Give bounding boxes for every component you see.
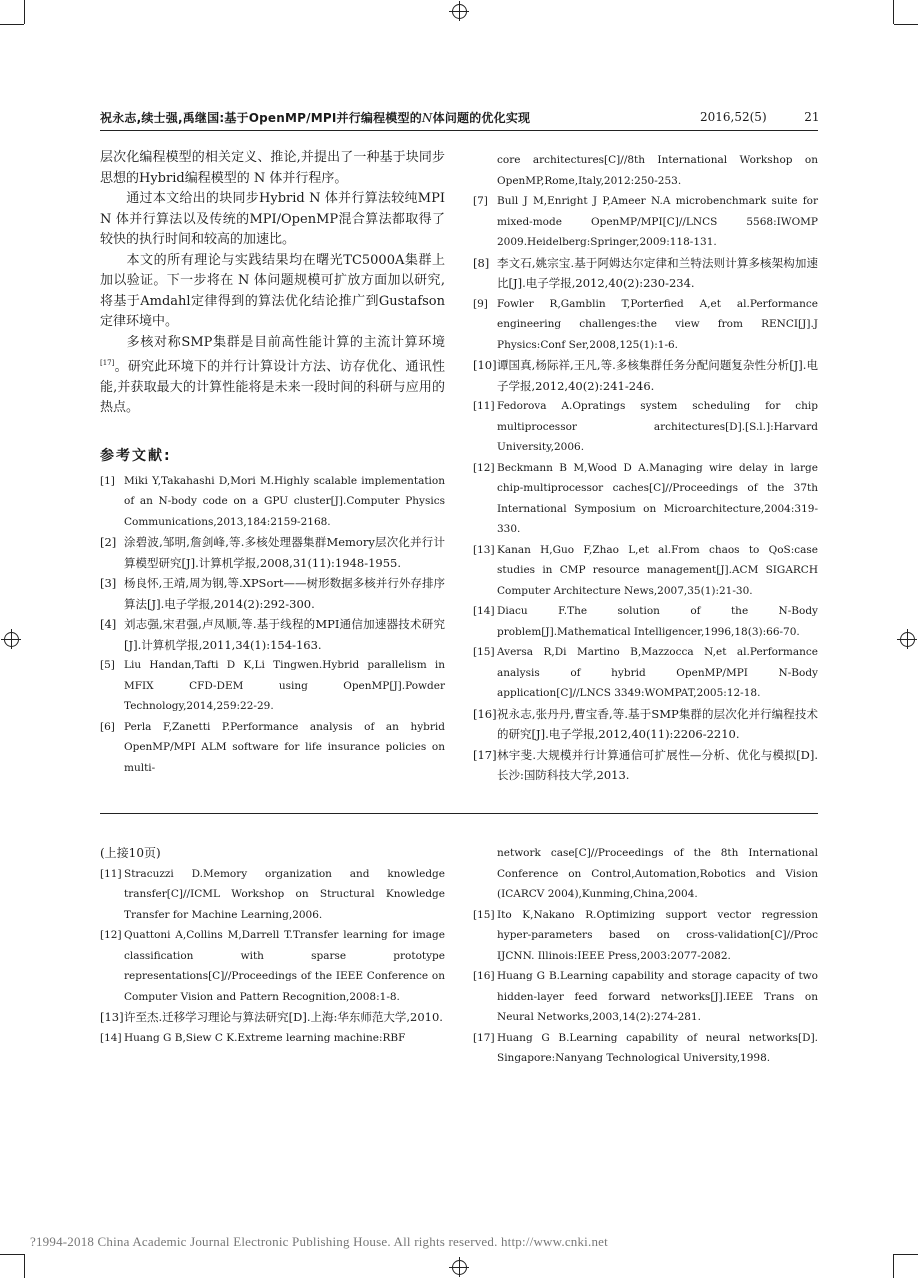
- reference-item: [473, 355, 818, 396]
- reference-item: [100, 1007, 445, 1028]
- reference-number: [13]: [473, 543, 495, 556]
- reference-text: Perla F,Zanetti P.Performance analysis of an hybrid OpenMP/MPI ALM software for life insurance policies on multi-: [124, 720, 445, 774]
- left-column: [100, 148, 445, 778]
- running-title-italic: N: [421, 111, 433, 125]
- reference-text: 祝永志,张丹丹,曹宝香,等.基于SMP集群的层次化并行编程技术的研究[J].电子学报,2012,40(11):2206-2210.: [497, 706, 818, 741]
- reference-number: [17]: [473, 747, 497, 762]
- continued-label: (上接10页): [100, 846, 161, 860]
- reference-number: [16]: [473, 706, 497, 721]
- reference-item: [473, 704, 818, 745]
- running-title-text: 祝永志,续士强,禹继国:基于OpenMP/MPI并行编程模型的: [100, 111, 422, 125]
- reference-text: 许至杰.迁移学习理论与算法研究[D].上海:华东师范大学,2010.: [124, 1010, 443, 1024]
- reference-text: Stracuzzi D.Memory organization and knowledge transfer[C]//ICML Workshop on Structural Knowledge Transfer for Machine Learning,2006.: [124, 867, 445, 921]
- reference-item: [100, 717, 445, 779]
- reference-number: [2]: [100, 535, 117, 550]
- reference-text: Aversa R,Di Martino B,Mazzocca N,et al.Performance analysis of hybrid OpenMP/MPI N-Body application[C]//LNCS 3349:WOMPAT,2005:12-18.: [497, 646, 818, 699]
- reference-text: network case[C]//Proceedings of the 8th International Conference on Control,Automation,Robotics and Vision (ICARCV 2004),Kunming,China,2004.: [497, 847, 818, 900]
- reference-text: Huang G B,Siew C K.Extreme learning machine:RBF: [124, 1031, 406, 1044]
- reference-number: [16]: [473, 970, 495, 982]
- reference-number: [15]: [473, 646, 495, 658]
- crop-mark: [893, 1254, 894, 1278]
- reference-number: [7]: [473, 195, 488, 207]
- body-paragraph: 多核对称SMP集群是目前高性能计算的主流计算环境[17]。研究此环境下的并行计算设计方法、访存优化、通讯性能,并获取最大的计算性能将是未来一段时间的科研与应用的热点。: [100, 334, 445, 416]
- reference-number: [14]: [473, 605, 495, 617]
- reference-item: [473, 191, 818, 253]
- reference-number: [9]: [473, 297, 488, 310]
- reference-list: [100, 864, 445, 1049]
- reference-text: 谭国真,杨际祥,王凡,等.多核集群任务分配问题复杂性分析[J].电子学报,2012,40(2):241-246.: [497, 358, 818, 393]
- crop-mark: [24, 1254, 25, 1278]
- reference-text: Liu Handan,Tafti D K,Li Tingwen.Hybrid parallelism in MFIX CFD-DEM using OpenMP[J].Powder Technology,2014,259:22-29.: [124, 659, 445, 713]
- reference-item: [100, 471, 445, 533]
- reference-text: 林宇斐.大规模并行计算通信可扩展性—分析、优化与模拟[D].长沙:国防科技大学,2013.: [497, 747, 818, 782]
- reference-item: [473, 642, 818, 704]
- reference-number: [3]: [100, 576, 117, 591]
- reference-item: [100, 573, 445, 614]
- reference-item: [100, 655, 445, 717]
- crop-mark: [0, 24, 24, 25]
- section-divider: [100, 813, 818, 814]
- reference-text: Huang G B.Learning capability and storage capacity of two hidden-layer feed forward networks[J].IEEE Trans on Neural Networks,2003,14(2):274-281.: [497, 970, 818, 1023]
- page-number: 21: [804, 110, 820, 124]
- right-column: [473, 150, 818, 786]
- reference-text: Huang G B.Learning capability of neural networks[D]. Singapore:Nanyang Technological University,1998.: [497, 1031, 818, 1064]
- reference-item: [473, 396, 818, 458]
- issue-info: [700, 110, 820, 124]
- crop-mark: [24, 0, 25, 24]
- reference-number: [12]: [473, 461, 495, 474]
- reference-text: Fowler R,Gamblin T,Porterfied A,et al.Performance engineering challenges:the view from RENCI[J].J Physics:Conf Ser,2008,125(1):1-6.: [497, 297, 818, 351]
- reference-text: Bull J M,Enright J P,Ameer N.A microbenchmark suite for mixed-mode OpenMP/MPI[C]//LNCS 5568:IWOMP 2009.Heidelberg:Springer,2009:118-131.: [497, 195, 818, 248]
- reference-number: [11]: [100, 867, 122, 880]
- reference-item: [473, 905, 818, 967]
- reference-text: Miki Y,Takahashi D,Mori M.Highly scalable implementation of an N-body code on a GPU cluster[J].Computer Physics Communications,2013,184:2159-2168.: [124, 474, 445, 528]
- reference-number: [14]: [100, 1031, 122, 1044]
- body-paragraph: 层次化编程模型的相关定义、推论,并提出了一种基于块同步思想的Hybrid编程模型的 N 体并行程序。: [100, 150, 445, 186]
- reference-item: [100, 1028, 445, 1049]
- references-heading: 参考文献:: [100, 447, 172, 464]
- reference-number: [11]: [473, 400, 495, 412]
- crop-mark: [0, 1254, 24, 1255]
- reference-item: [473, 601, 818, 642]
- running-title: [100, 109, 530, 126]
- reference-text: 杨良怀,王靖,周为钢,等.XPSort——树形数据多核并行外存排序算法[J].电子学报,2014(2):292-300.: [124, 576, 445, 611]
- issue-number: 2016,52(5): [700, 110, 767, 124]
- reference-list: [100, 471, 445, 779]
- reference-text: 涂碧波,邹明,詹剑峰,等.多核处理器集群Memory层次化并行计算模型研究[J].计算机学报,2008,31(11):1948-1955.: [124, 535, 445, 570]
- reference-text: Beckmann B M,Wood D A.Managing wire delay in large chip-multiprocessor caches[C]//Proceedings of the 37th International Symposium on Microarchitecture,2004:319-330.: [497, 461, 818, 535]
- continued-right-column: [473, 843, 818, 1069]
- reference-text: Kanan H,Guo F,Zhao L,et al.From chaos to QoS:case studies in CMP resource management[J].ACM SIGARCH Computer Architecture News,2007,35(1):21-30.: [497, 543, 818, 597]
- reference-number: [12]: [100, 929, 122, 941]
- copyright-footer: ?1994-2018 China Academic Journal Electronic Publishing House. All rights reserved. http://www.cnki.net: [30, 1234, 608, 1249]
- reference-number: [1]: [100, 474, 115, 487]
- reference-number: [6]: [100, 720, 115, 733]
- reference-item: [473, 1028, 818, 1069]
- reference-text: Ito K,Nakano R.Optimizing support vector regression hyper-parameters based on cross-validation[C]//Proc IJCNN. Illinois:IEEE Press,2003:2077-2082.: [497, 908, 818, 962]
- header-rule: [100, 130, 818, 131]
- continued-left-column: [100, 843, 445, 1048]
- reference-list: [473, 150, 818, 786]
- registration-mark-icon: [1, 629, 21, 649]
- reference-text: Fedorova A.Opratings system scheduling for chip multiprocessor architectures[D].[S.l.]:Harvard University,2006.: [497, 400, 818, 453]
- reference-number: [8]: [473, 255, 490, 270]
- crop-mark: [894, 1254, 918, 1255]
- reference-text: 刘志强,宋君强,卢凤顺,等.基于线程的MPI通信加速器技术研究[J].计算机学报,2011,34(1):154-163.: [124, 617, 445, 652]
- reference-item: [100, 925, 445, 1007]
- reference-text: 李文石,姚宗宝.基于阿姆达尔定律和兰特法则计算多核架构加速比[J].电子学报,2012,40(2):230-234.: [497, 255, 818, 290]
- body-paragraph: 本文的所有理论与实践结果均在曙光TC5000A集群上加以验证。下一步将在 N 体问题规模可扩放方面加以研究,将基于Amdahl定律得到的算法优化结论推广到Gustafson定律环境中。: [100, 252, 445, 329]
- reference-number: [13]: [100, 1010, 124, 1024]
- reference-item: [473, 294, 818, 356]
- reference-list: [473, 843, 818, 1069]
- reference-item: [100, 614, 445, 655]
- reference-item: [473, 540, 818, 602]
- registration-mark-icon: [897, 629, 917, 649]
- reference-text: Diacu F.The solution of the N-Body problem[J].Mathematical Intelligencer,1996,18(3):66-70.: [497, 605, 818, 638]
- running-title-end: 体问题的优化实现: [432, 111, 531, 125]
- reference-item: [473, 745, 818, 786]
- reference-number: [5]: [100, 659, 115, 672]
- reference-number: [10]: [473, 358, 497, 372]
- registration-mark-icon: [449, 1257, 469, 1277]
- reference-number: [17]: [473, 1031, 495, 1044]
- reference-item: [473, 150, 818, 191]
- reference-item: [473, 458, 818, 540]
- reference-item: [100, 864, 445, 926]
- reference-item: [473, 966, 818, 1028]
- reference-item: [100, 532, 445, 573]
- reference-item: [473, 253, 818, 294]
- reference-item: [473, 843, 818, 905]
- registration-mark-icon: [449, 1, 469, 21]
- crop-mark: [894, 24, 918, 25]
- reference-text: Quattoni A,Collins M,Darrell T.Transfer learning for image classification with sparse prototype representations[C]//Proceedings of the IEEE Conference on Computer Vision and Pattern Recognition,2008:1-8.: [124, 929, 445, 1003]
- reference-number: [4]: [100, 617, 117, 632]
- crop-mark: [893, 0, 894, 24]
- reference-text: core architectures[C]//8th International Workshop on OpenMP,Rome,Italy,2012:250-253.: [497, 154, 818, 187]
- body-paragraph: 通过本文给出的块同步Hybrid N 体并行算法较纯MPI N 体并行算法以及传统的MPI/OpenMP混合算法都取得了较快的执行时间和较高的加速比。: [100, 191, 445, 247]
- reference-number: [15]: [473, 908, 495, 921]
